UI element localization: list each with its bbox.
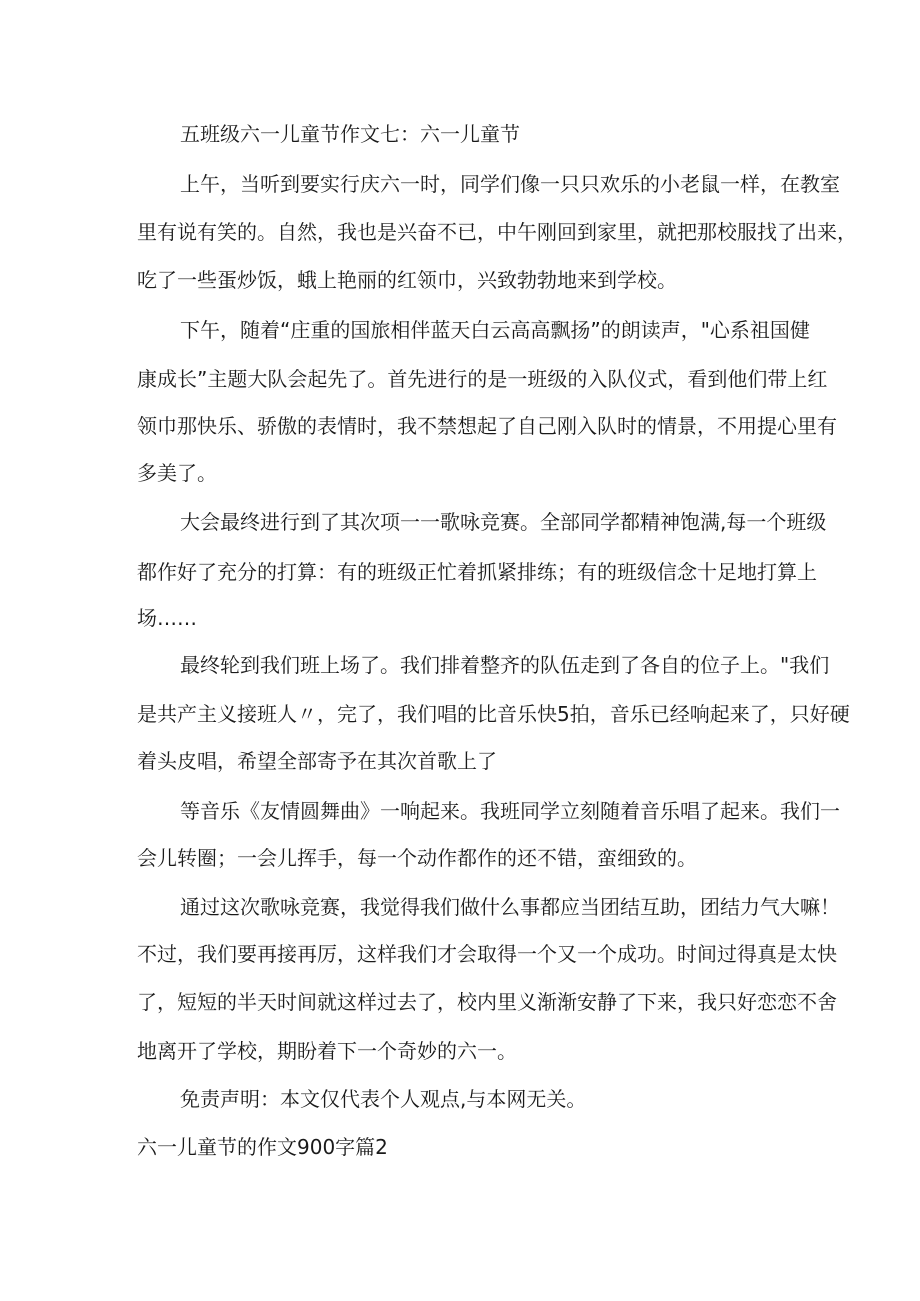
paragraph-6-line-2: 不过，我们要再接再厉，这样我们才会取得一个又一个成功。时间过得真是太快 <box>137 942 837 966</box>
paragraph-4-line-1: 最终轮到我们班上场了。我们排着整齐的队伍走到了各自的位子上。"我们 <box>180 653 830 677</box>
paragraph-6-line-4: 地离开了学校，期盼着下一个奇妙的六一。 <box>137 1039 517 1063</box>
paragraph-6-line-1: 通过这次歌咏竞赛，我觉得我们做什么事都应当团结互助，团结力气大嘛！ <box>180 895 840 919</box>
paragraph-2-line-2: 康成长”主题大队会起先了。首先进行的是一班级的入队仪式，看到他们带上红 <box>137 367 828 391</box>
paragraph-6-line-3: 了，短短的半天时间就这样过去了，校内里义渐渐安静了下来，我只好恋恋不舍 <box>137 990 837 1014</box>
paragraph-2-line-3: 领巾那快乐、骄傲的表情时，我不禁想起了自己刚入队时的情景，不用提心里有 <box>137 414 837 438</box>
paragraph-2-line-1: 下午，随着“庄重的国旅相伴蓝天白云高高飘扬”的朗读声，"心系祖国健 <box>180 318 810 342</box>
paragraph-5-line-1: 等音乐《友情圆舞曲》一响起来。我班同学立刻随着音乐唱了起来。我们一 <box>180 799 840 823</box>
paragraph-3-line-1: 大会最终进行到了其次项一一歌咏竞赛。全部同学都精神饱满,每一个班级 <box>180 510 827 534</box>
paragraph-2-line-4: 多美了。 <box>137 461 217 485</box>
next-article-title: 六一儿童节的作文900字篇2 <box>137 1135 388 1159</box>
paragraph-4-line-2: 是共产主义接班人〃，完了，我们唱的比音乐快5拍，音乐已经响起来了，只好硬 <box>137 702 850 726</box>
paragraph-1-line-1: 上午，当听到要实行庆六一时，同学们像一只只欢乐的小老鼠一样，在教室 <box>180 172 840 196</box>
disclaimer: 免责声明：本文仅代表个人观点,与本网无关。 <box>180 1087 587 1111</box>
article-title: 五班级六一儿童节作文七：六一儿童节 <box>180 122 520 146</box>
paragraph-1-line-3: 吃了一些蛋炒饭，蛾上艳丽的红领巾，兴致勃勃地来到学校。 <box>137 268 677 292</box>
paragraph-1-line-2: 里有说有笑的。自然，我也是兴奋不已，中午刚回到家里，就把那校服找了出来， <box>137 220 857 244</box>
paragraph-5-line-2: 会儿转圈；一会儿挥手，每一个动作都作的还不错，蛮细致的。 <box>137 846 697 870</box>
paragraph-3-line-2: 都作好了充分的打算：有的班级正忙着抓紧排练；有的班级信念十足地打算上 <box>137 560 817 584</box>
paragraph-3-line-3: 场…… <box>137 606 197 630</box>
paragraph-4-line-3: 着头皮唱，希望全部寄予在其次首歌上了 <box>137 749 497 773</box>
